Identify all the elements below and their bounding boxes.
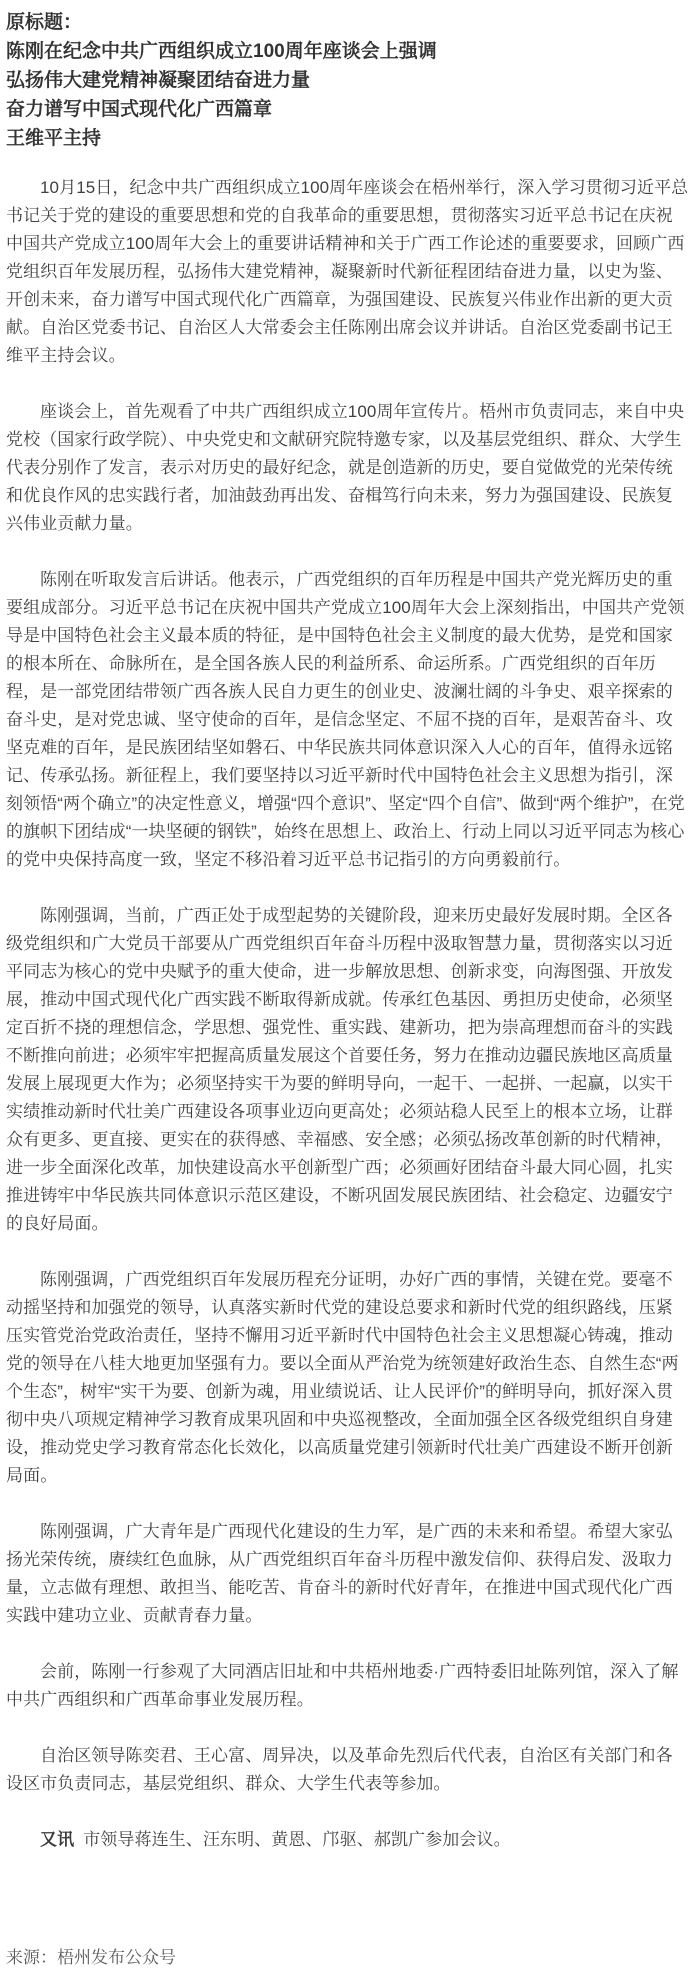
paragraph-attendees: 自治区领导陈奕君、王心富、周异决，以及革命先烈后代代表，自治区有关部门和各设区市负责同志，基层党组织、群众、大学生代表等参加。 xyxy=(6,1746,673,1793)
paragraph-site-visit: 会前，陈刚一行参观了大同酒店旧址和中共梧州地委·广西特委旧址陈列馆，深入了解中共广西组织和广西革命事业发展历程。 xyxy=(6,1662,679,1709)
paragraph-speech-party-building: 陈刚强调，广西党组织百年发展历程充分证明，办好广西的事情，关键在党。要毫不动摇坚持和加强党的领导，认真落实新时代党的建设总要求和新时代党的组织路线，压紧压实管党治党政治责任，坚持不懈用习近平新时代中国特色社会主义思想凝心铸魂，推动党的领导在八桂大地更加坚强有力。要以全面从严治党为统领建好政治生态、自然生态“两个生态”，树牢“实干为要、创新为魂，用业绩说话、让人民评价”的鲜明导向，抓好深入贯彻中央八项规定精神学习教育成果巩固和中央巡视整改，全面加强全区各级党组织自身建设，推动党史学习教育常态化长效化，以高质量党建引领新时代壮美广西建设不断开创新局面。 xyxy=(6,1270,679,1485)
title-line-host: 王维平主持 xyxy=(6,128,102,149)
article-title xyxy=(6,8,689,153)
title-line-original-label: 原标题： xyxy=(6,12,83,33)
paragraph-symposium: 座谈会上，首先观看了中共广西组织成立100周年宣传片。梧州市负责同志，来自中央党校（国家行政学院）、中央党史和文献研究院特邀专家，以及基层党组织、群众、大学生代表分别作了发言，表示对历史的最好纪念，就是创造新的历史，要自觉做党的光荣传统和优良作风的忠实践行者，加油鼓劲再出发、奋楫笃行向未来，努力为强国建设、民族复兴伟业贡献力量。 xyxy=(6,402,685,533)
title-line-subhead-2: 奋力谱写中国式现代化广西篇章 xyxy=(6,99,273,120)
source-line: 来源：梧州发布公众号 xyxy=(6,1948,176,1967)
news-flash-text: 市领导蒋连生、汪东明、黄恩、邝驱、郝凯广参加会议。 xyxy=(83,1830,511,1849)
paragraph-speech-development: 陈刚强调，当前，广西正处于成型起势的关键阶段，迎来历史最好发展时期。全区各级党组织和广大党员干部要从广西党组织百年奋斗历程中汲取智慧力量，贯彻落实以习近平同志为核心的党中央赋予的重大使命，进一步解放思想、创新求变，向海图强、开放发展，推动中国式现代化广西实践不断取得新成就。传承红色基因、勇担历史使命，必须坚定百折不挠的理想信念，学思想、强党性、重实践、建新功，把为崇高理想而奋斗的实践不断推向前进；必须牢牢把握高质量发展这个首要任务，努力在推动边疆民族地区高质量发展上展现更大作为；必须坚持实干为要的鲜明导向，一起干、一起拼、一起赢，以实干实绩推动新时代壮美广西建设各项事业迈向更高处；必须站稳人民至上的根本立场，让群众有更多、更直接、更实在的获得感、幸福感、安全感；必须弘扬改革创新的时代精神，进一步全面深化改革，加快建设高水平创新型广西；必须画好团结奋斗最大同心圆，扎实推进铸牢中华民族共同体意识示范区建设，不断巩固发展民族团结、社会稳定、边疆安宁的良好局面。 xyxy=(6,906,673,1233)
title-line-headline: 陈刚在纪念中共广西组织成立100周年座谈会上强调 xyxy=(6,41,437,62)
article-body xyxy=(6,174,689,1854)
paragraph-news-flash xyxy=(6,1826,689,1854)
title-line-subhead-1: 弘扬伟大建党精神凝聚团结奋进力量 xyxy=(6,70,311,91)
paragraph-lede: 10月15日，纪念中共广西组织成立100周年座谈会在梧州举行，深入学习贯彻习近平总书记关于党的建设的重要思想和党的自我革命的重要思想，贯彻落实习近平总书记在庆祝中国共产党成立100周年大会上的重要讲话精神和关于广西工作论述的重要要求，回顾广西党组织百年发展历程，弘扬伟大建党精神，凝聚新时代新征程团结奋进力量，以史为鉴、开创未来，奋力谱写中国式现代化广西篇章，为强国建设、民族复兴伟业作出新的更大贡献。自治区党委书记、自治区人大常委会主任陈刚出席会议并讲话。自治区党委副书记王维平主持会议。 xyxy=(6,178,689,365)
news-flash-label: 又讯 xyxy=(40,1830,75,1849)
paragraph-speech-history: 陈刚在听取发言后讲话。他表示，广西党组织的百年历程是中国共产党光辉历史的重要组成部分。习近平总书记在庆祝中国共产党成立100周年大会上深刻指出，中国共产党领导是中国特色社会主义最本质的特征，是中国特色社会主义制度的最大优势，是党和国家的根本所在、命脉所在，是全国各族人民的利益所系、命运所系。广西党组织的百年历程，是一部党团结带领广西各族人民自力更生的创业史、波澜壮阔的斗争史、艰辛探索的奋斗史，是对党忠诚、坚守使命的百年，是信念坚定、不屈不挠的百年，是艰苦奋斗、攻坚克难的百年，是民族团结坚如磐石、中华民族共同体意识深入人心的百年，值得永远铭记、传承弘扬。新征程上，我们要坚持以习近平新时代中国特色社会主义思想为指引，深刻领悟“两个确立”的决定性意义，增强“四个意识”、坚定“四个自信”、做到“两个维护”，在党的旗帜下团结成“一块坚硬的钢铁”，始终在思想上、政治上、行动上同以习近平同志为核心的党中央保持高度一致，坚定不移沿着习近平总书记指引的方向勇毅前行。 xyxy=(6,570,685,869)
paragraph-speech-youth: 陈刚强调，广大青年是广西现代化建设的生力军，是广西的未来和希望。希望大家弘扬光荣传统，赓续红色血脉，从广西党组织百年奋斗历程中激发信仰、获得启发、汲取力量，立志做有理想、敢担当、能吃苦、肯奋斗的新时代好青年，在推进中国式现代化广西实践中建功立业、贡献青春力量。 xyxy=(6,1522,673,1625)
